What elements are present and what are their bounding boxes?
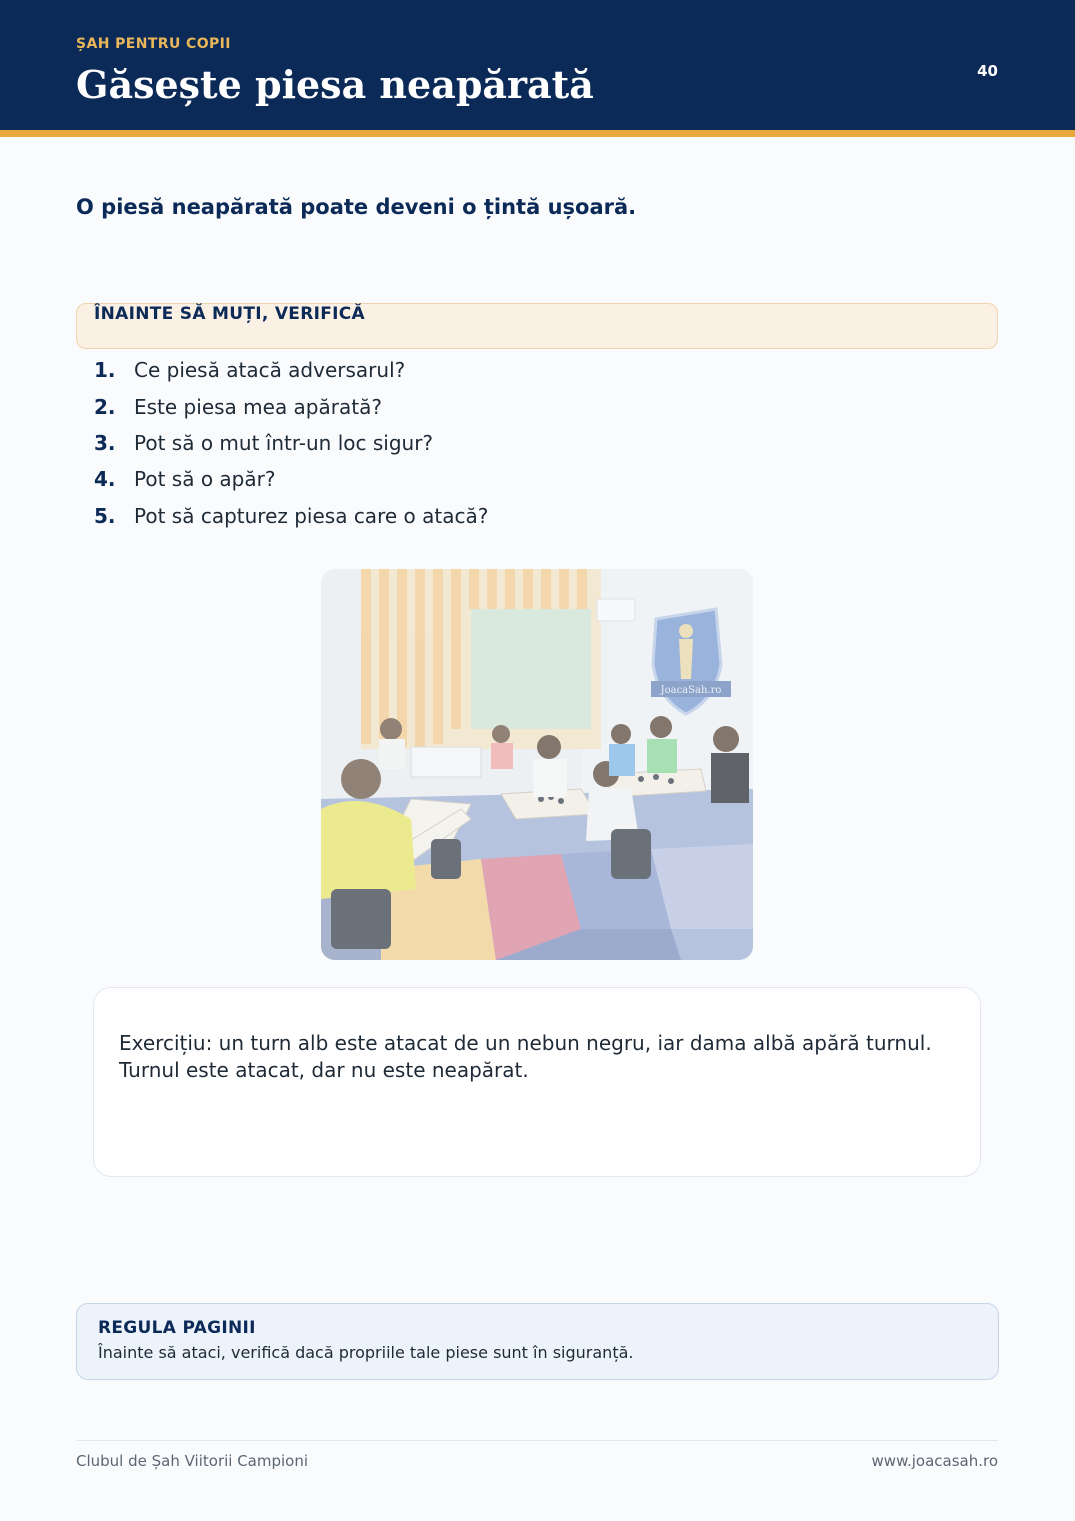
checklist-item-number: 1. [94, 358, 116, 383]
checklist-item-text: Pot să capturez piesa care o atacă? [134, 503, 489, 528]
footer-divider [76, 1440, 998, 1441]
photo-logo-text: JoacaSah.ro [660, 685, 722, 696]
header-accent-bar [0, 130, 1075, 137]
exercise-text [119, 1030, 959, 1084]
footer-website: www.joacasah.ro [871, 1452, 998, 1470]
checklist-item-text: Ce piesă atacă adversarul? [134, 358, 406, 383]
page-rule-box [76, 1303, 999, 1380]
checklist-item-number: 5. [94, 503, 116, 528]
checklist-title: ÎNAINTE SĂ MUȚI, VERIFICĂ [94, 304, 365, 324]
header-kicker: ȘAH PENTRU COPII [76, 36, 231, 52]
checklist [94, 352, 488, 534]
footer-club-name: Clubul de Șah Viitorii Campioni [76, 1452, 309, 1470]
checklist-item [94, 425, 488, 461]
checklist-item-number: 3. [94, 430, 116, 455]
page-title: Găsește piesa neapărată [76, 62, 594, 107]
checklist-item-text: Pot să o mut într-un loc sigur? [134, 430, 434, 455]
classroom-photo [321, 569, 753, 960]
checklist-item-number: 4. [94, 467, 116, 492]
page-rule-text: Înainte să ataci, verifică dacă propriile tale piese sunt în siguranță. [98, 1343, 634, 1362]
page-subtitle: O piesă neapărată poate deveni o țintă ușoară. [76, 195, 637, 219]
checklist-item [94, 352, 488, 388]
checklist-item-number: 2. [94, 394, 116, 419]
page-number: 40 [977, 62, 998, 80]
checklist-item-text: Este piesa mea apărată? [134, 394, 382, 419]
checklist-item [94, 388, 488, 424]
checklist-item [94, 498, 488, 534]
exercise-line-2: Turnul este atacat, dar nu este neapărat. [119, 1058, 529, 1082]
checklist-item [94, 461, 488, 497]
checklist-item-text: Pot să o apăr? [134, 467, 276, 492]
exercise-line-1: Exercițiu: un turn alb este atacat de un nebun negru, iar dama albă apără turnul. [119, 1031, 932, 1055]
page-rule-title: REGULA PAGINII [98, 1318, 256, 1338]
